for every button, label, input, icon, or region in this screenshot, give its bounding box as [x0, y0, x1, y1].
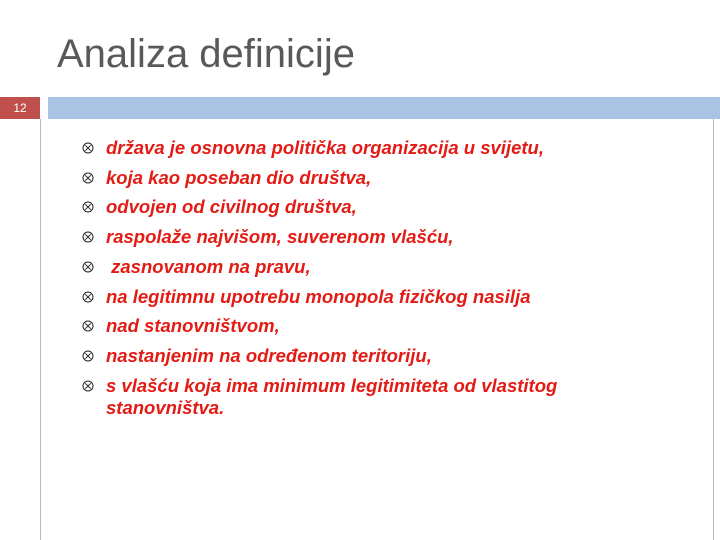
circled-cross-icon — [82, 252, 106, 282]
bullet-text: koja kao poseban dio društva, — [106, 166, 372, 188]
circled-cross-icon — [82, 163, 106, 193]
left-divider — [40, 119, 41, 540]
bullet-text: odvojen od civilnog društva, — [106, 196, 357, 218]
bullet-text: zasnovanom na pravu, — [106, 255, 311, 277]
bullet-text: na legitimnu upotrebu monopola fizičkog nasilja — [106, 285, 531, 307]
circled-cross-icon — [82, 222, 106, 252]
bullet-text: država je osnovna politička organizacija u svijetu, — [106, 137, 544, 158]
header-bar — [48, 97, 720, 119]
right-divider — [713, 119, 714, 540]
list-item — [82, 282, 642, 312]
slide-number: 12 — [0, 97, 40, 119]
list-item — [82, 311, 642, 341]
list-item — [82, 371, 642, 419]
circled-cross-icon — [82, 341, 106, 371]
bullet-text: nastanjenim na određenom teritoriju, — [106, 344, 432, 366]
list-item — [82, 192, 642, 222]
list-item — [82, 252, 642, 282]
circled-cross-icon — [82, 133, 106, 163]
bullet-text: nad stanovništvom, — [106, 315, 280, 337]
list-item — [82, 341, 642, 371]
circled-cross-icon — [82, 371, 106, 401]
circled-cross-icon — [82, 192, 106, 222]
list-item — [82, 222, 642, 252]
bullet-text: raspolaže najvišom, suverenom vlašću, — [106, 226, 454, 248]
list-item — [82, 163, 642, 193]
bullet-text: s vlašću koja ima minimum legitimiteta od vlastitog stanovništva. — [106, 374, 563, 418]
bullet-list — [82, 133, 642, 419]
slide-title: Analiza definicije — [57, 32, 355, 76]
circled-cross-icon — [82, 311, 106, 341]
circled-cross-icon — [82, 282, 106, 312]
list-item — [82, 133, 642, 163]
